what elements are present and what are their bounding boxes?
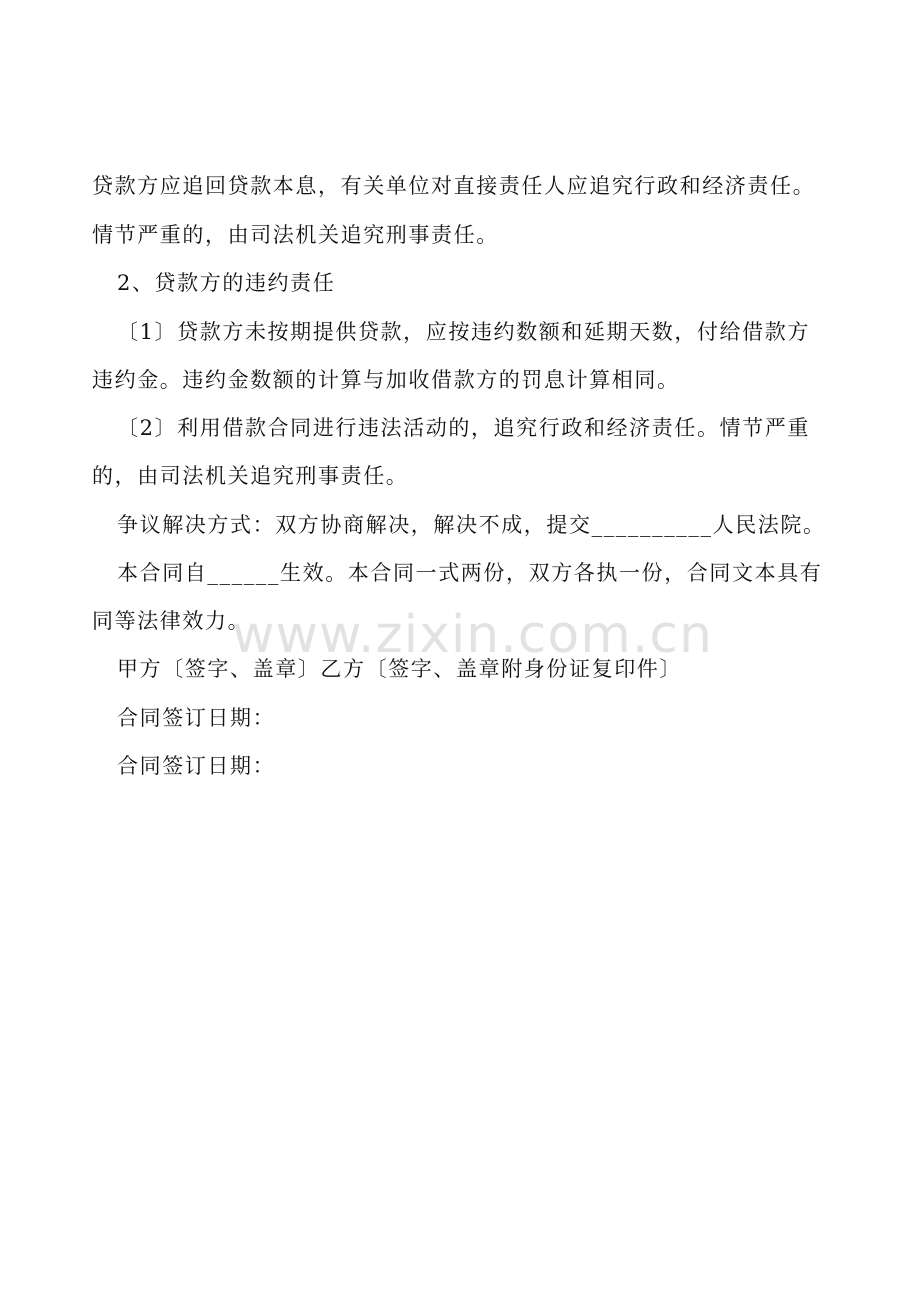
paragraph-line: 〔2〕利用借款合同进行违法活动的，追究行政和经济责任。情节严重 [117,416,810,440]
paragraph-line: 贷款方应追回贷款本息，有关单位对直接责任人应追究行政和经济责任。 [92,174,816,198]
paragraph-line: 情节严重的，由司法机关追究刑事责任。 [92,223,499,247]
paragraph-line: 〔1〕贷款方未按期提供贷款，应按违约数额和延期天数，付给借款方 [117,320,810,344]
signing-date-line: 合同签订日期： [117,754,276,778]
watermark: www.zixin.com.cn [232,605,713,665]
signing-date-line: 合同签订日期： [117,706,276,730]
paragraph-line: 的，由司法机关追究刑事责任。 [92,464,409,488]
paragraph-line: 同等法律效力。 [92,609,251,633]
effective-date-line: 本合同自______生效。本合同一式两份，双方各执一份，合同文本具有 [117,561,823,585]
paragraph-line: 违约金。违约金数额的计算与加收借款方的罚息计算相同。 [92,368,680,392]
dispute-resolution-line: 争议解决方式：双方协商解决，解决不成，提交__________人民法院。 [117,513,826,537]
signature-line: 甲方〔签字、盖章〕乙方〔签字、盖章附身份证复印件〕 [117,657,682,681]
section-heading: 2、贷款方的违约责任 [117,271,336,295]
